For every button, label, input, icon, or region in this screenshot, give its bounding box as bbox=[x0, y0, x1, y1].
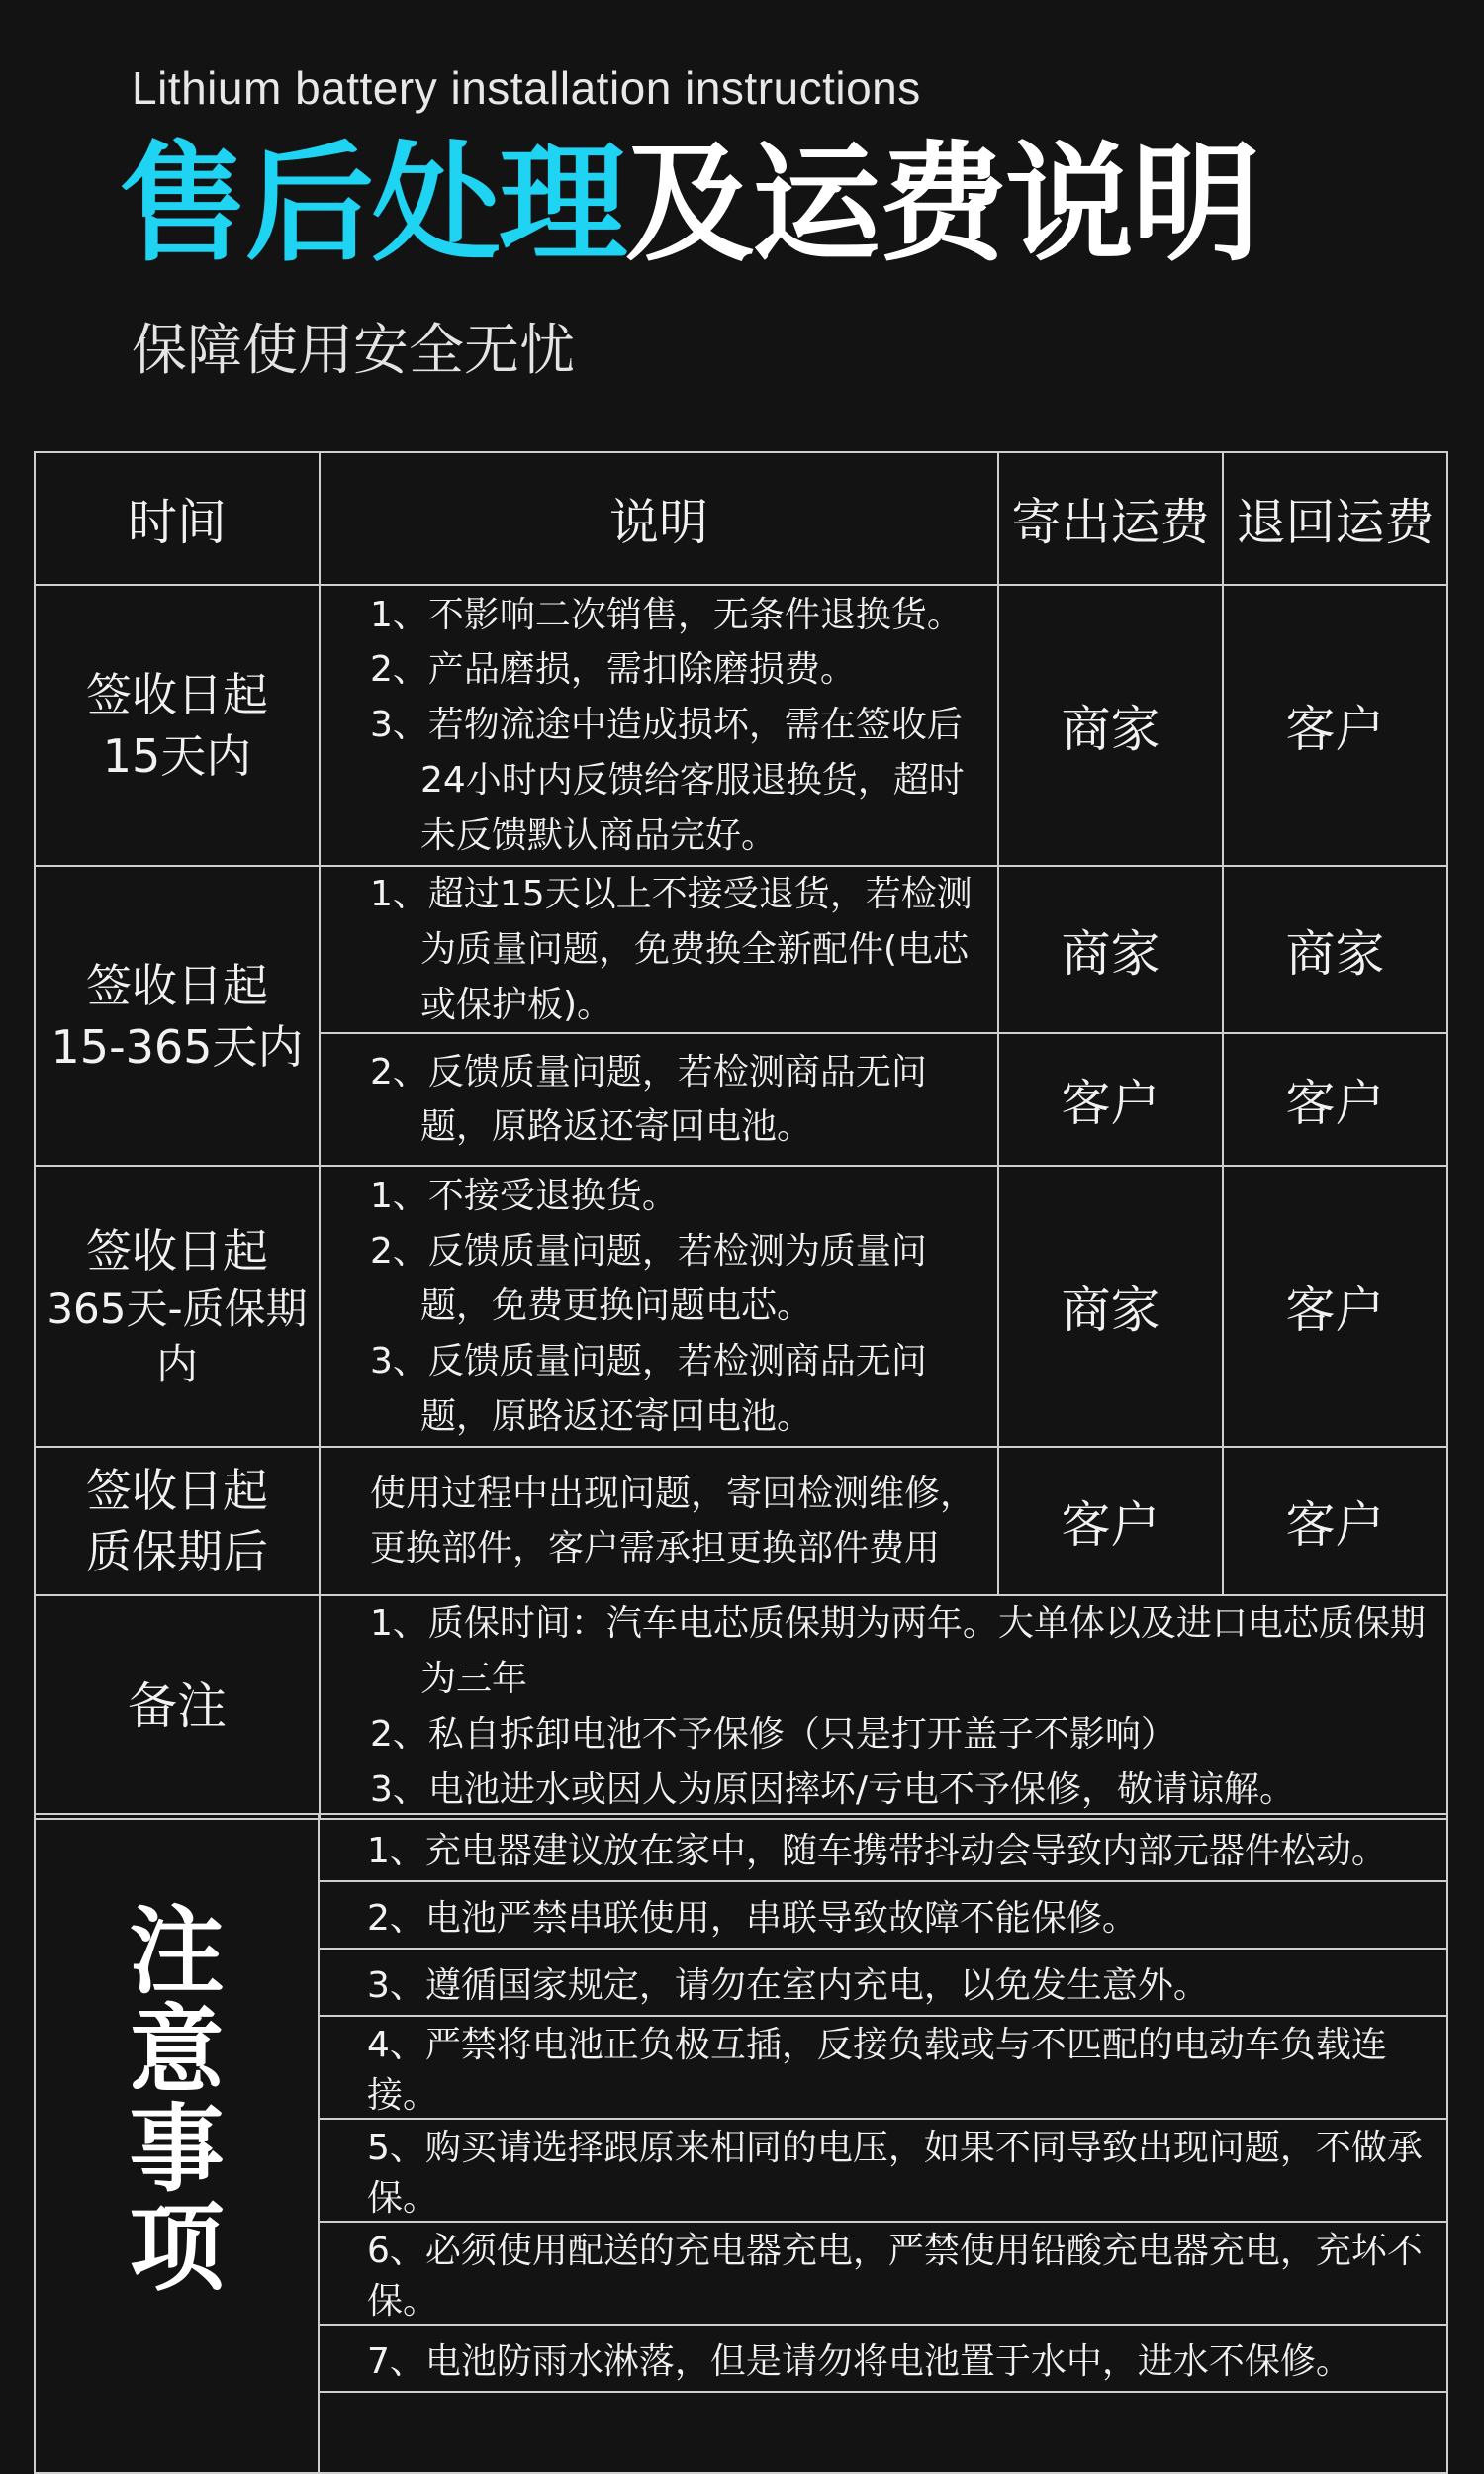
title-highlight: 售后处理 bbox=[119, 129, 626, 279]
notes-heading bbox=[35, 1814, 319, 2473]
send-fee-cell: 客户 bbox=[998, 1033, 1223, 1166]
time-line: 15-365天内 bbox=[50, 1019, 304, 1074]
notes-table bbox=[34, 1813, 1448, 2474]
return-fee-cell: 客户 bbox=[1223, 1166, 1447, 1447]
description-cell bbox=[320, 866, 998, 1033]
remarks-cell bbox=[320, 1595, 1447, 1818]
table-row bbox=[35, 866, 1447, 1033]
note-item: 2、电池严禁串联使用，串联导致故障不能保修。 bbox=[319, 1881, 1447, 1949]
description-cell bbox=[320, 1447, 998, 1595]
return-fee-cell: 客户 bbox=[1223, 1033, 1447, 1166]
time-line: 365天-质保期内 bbox=[46, 1284, 308, 1389]
time-line: 签收日起 bbox=[86, 958, 268, 1012]
note-item-empty bbox=[319, 2392, 1447, 2473]
tagline: 保障使用安全无忧 bbox=[132, 319, 575, 383]
send-fee-cell: 商家 bbox=[998, 585, 1223, 866]
description-item: 1、超过15天以上不接受退货，若检测为质量问题，免费换全新配件(电芯或保护板)。 bbox=[370, 874, 973, 1025]
list-item bbox=[35, 1814, 1447, 1881]
note-item: 1、充电器建议放在家中，随车携带抖动会导致内部元器件松动。 bbox=[319, 1814, 1447, 1881]
after-sales-table bbox=[34, 451, 1448, 1820]
description-item: 2、产品磨损，需扣除磨损费。 bbox=[370, 649, 856, 691]
time-line: 签收日起 bbox=[86, 667, 268, 721]
remarks-item: 2、私自拆卸电池不予保修（只是打开盖子不影响） bbox=[370, 1713, 1176, 1755]
table-row bbox=[35, 1447, 1447, 1595]
return-fee-cell: 客户 bbox=[1223, 585, 1447, 866]
description-item: 1、不影响二次销售，无条件退换货。 bbox=[370, 594, 963, 635]
description-cell bbox=[320, 1166, 998, 1447]
description-item: 3、若物流途中造成损坏，需在签收后24小时内反馈给客服退换货，超时未反馈默认商品完好。 bbox=[370, 705, 965, 856]
table-row bbox=[35, 585, 1447, 866]
remarks-item: 1、质保时间：汽车电芯质保期为两年。大单体以及进口电芯质保期为三年 bbox=[370, 1603, 1426, 1700]
send-fee-cell: 客户 bbox=[998, 1447, 1223, 1595]
description-cell bbox=[320, 585, 998, 866]
time-cell bbox=[35, 866, 320, 1166]
time-cell bbox=[35, 1447, 320, 1595]
description-item: 3、反馈质量问题，若检测商品无问题，原路返还寄回电池。 bbox=[370, 1341, 927, 1438]
header-send-fee: 寄出运费 bbox=[998, 452, 1223, 585]
notes-heading-char: 注 bbox=[129, 1896, 225, 2007]
time-line: 15天内 bbox=[102, 729, 252, 783]
return-fee-cell: 商家 bbox=[1223, 866, 1447, 1033]
time-line: 签收日起 bbox=[86, 1464, 268, 1518]
subtitle-en: Lithium battery installation instructions bbox=[132, 62, 921, 114]
header-time: 时间 bbox=[35, 452, 320, 585]
note-item: 6、必须使用配送的充电器充电，严禁使用铅酸充电器充电，充坏不保。 bbox=[319, 2222, 1447, 2325]
description-cell bbox=[320, 1033, 998, 1166]
title-rest: 及运费说明 bbox=[625, 129, 1259, 279]
table-header-row bbox=[35, 452, 1447, 585]
send-fee-cell: 商家 bbox=[998, 866, 1223, 1033]
remarks-item: 3、电池进水或因人为原因摔坏/亏电不予保修，敬请谅解。 bbox=[370, 1768, 1296, 1810]
header-description: 说明 bbox=[320, 452, 998, 585]
notes-heading-char: 事 bbox=[129, 2094, 225, 2205]
notes-heading-char: 意 bbox=[129, 1995, 225, 2106]
time-cell bbox=[35, 585, 320, 866]
time-cell bbox=[35, 1166, 320, 1447]
table-row bbox=[35, 1166, 1447, 1447]
note-item: 5、购买请选择跟原来相同的电压，如果不同导致出现问题，不做承保。 bbox=[319, 2119, 1447, 2222]
description-item: 2、反馈质量问题，若检测商品无问题，原路返还寄回电池。 bbox=[370, 1051, 927, 1148]
description-item: 2、反馈质量问题，若检测为质量问题，免费更换问题电芯。 bbox=[370, 1230, 927, 1327]
page-title bbox=[119, 129, 1259, 279]
send-fee-cell: 商家 bbox=[998, 1166, 1223, 1447]
time-line: 签收日起 bbox=[86, 1223, 268, 1278]
remarks-row bbox=[35, 1595, 1447, 1818]
description-item: 1、不接受退换货。 bbox=[370, 1175, 678, 1216]
header-return-fee: 退回运费 bbox=[1223, 452, 1447, 585]
note-item: 4、严禁将电池正负极互插，反接负载或与不匹配的电动车负载连接。 bbox=[319, 2016, 1447, 2119]
time-line: 质保期后 bbox=[86, 1525, 268, 1579]
return-fee-cell: 客户 bbox=[1223, 1447, 1447, 1595]
description-item: 使用过程中出现问题，寄回检测维修，更换部件，客户需承担更换部件费用 bbox=[370, 1473, 976, 1570]
remarks-label: 备注 bbox=[35, 1595, 320, 1818]
note-item: 7、电池防雨水淋落，但是请勿将电池置于水中，进水不保修。 bbox=[319, 2325, 1447, 2392]
note-item: 3、遵循国家规定，请勿在室内充电，以免发生意外。 bbox=[319, 1949, 1447, 2016]
notes-heading-char: 项 bbox=[129, 2193, 225, 2304]
